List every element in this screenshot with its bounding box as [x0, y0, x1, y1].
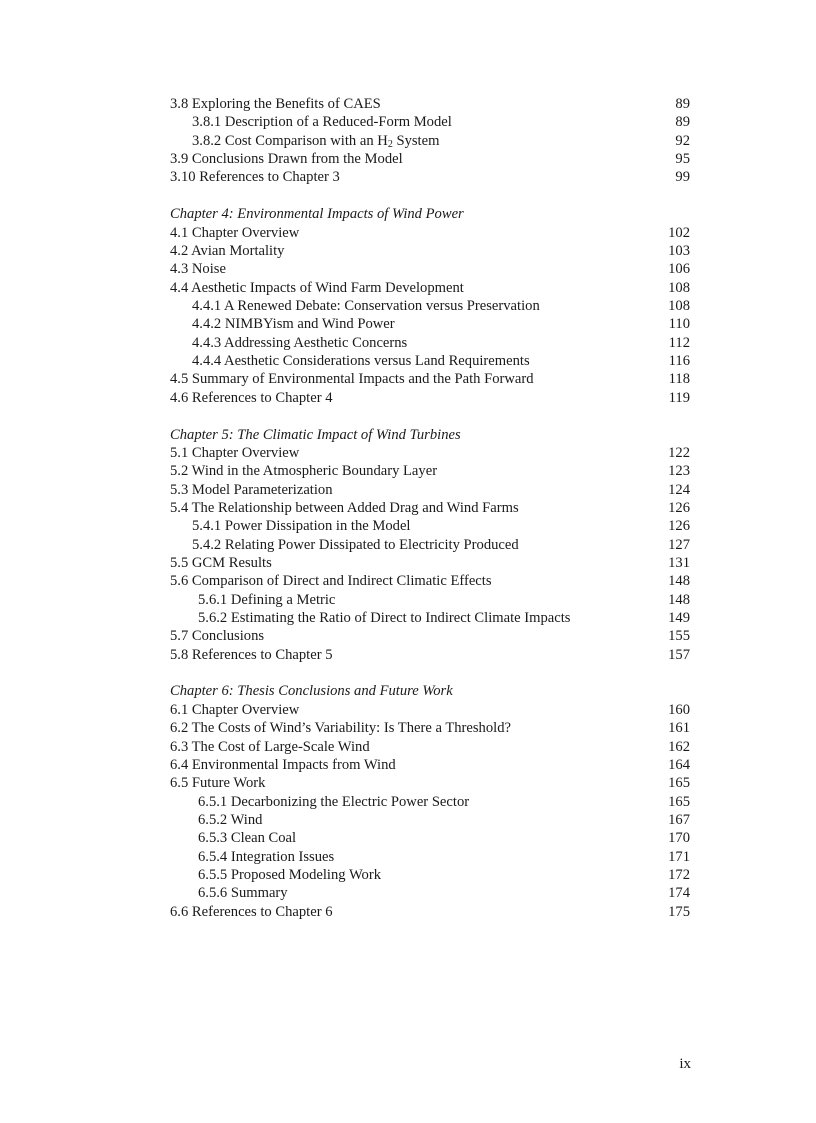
toc-entry-3-10[interactable] — [170, 168, 690, 186]
toc-entry-title: 5.4 The Relationship between Added Drag and Wind Farms — [170, 499, 519, 516]
toc-entry-title: 5.1 Chapter Overview — [170, 444, 300, 461]
toc-entry-page: 172 — [668, 866, 690, 883]
toc-entry-6-4[interactable] — [170, 756, 690, 774]
toc-entry-6-5-1[interactable] — [170, 793, 690, 811]
toc-entry-5-5[interactable] — [170, 554, 690, 572]
toc-entry-page: 124 — [668, 481, 690, 498]
toc-entry-page: 92 — [675, 132, 690, 149]
toc-entry-page: 149 — [668, 609, 690, 626]
toc-entry-title: 4.4.3 Addressing Aesthetic Concerns — [192, 334, 408, 351]
toc-entry-page: 162 — [668, 738, 690, 755]
toc-entry-title: 4.2 Avian Mortality — [170, 242, 285, 259]
toc-entry-5-3[interactable] — [170, 481, 690, 499]
toc-entry-5-6-2[interactable] — [170, 609, 690, 627]
chapter-6-heading[interactable]: Chapter 6: Thesis Conclusions and Future Work — [170, 683, 453, 700]
toc-entry-5-6-1[interactable] — [170, 591, 690, 609]
toc-entry-5-1[interactable] — [170, 444, 690, 462]
toc-entry-page: 95 — [675, 151, 690, 168]
toc-entry-title: 6.5.3 Clean Coal — [198, 830, 297, 847]
toc-entry-page: 126 — [668, 518, 690, 535]
toc-entry-page: 167 — [668, 811, 690, 828]
toc-entry-page: 89 — [675, 114, 690, 131]
toc-entry-title: 6.3 The Cost of Large-Scale Wind — [170, 738, 370, 755]
toc-entry-4-3[interactable] — [170, 260, 690, 278]
toc-entry-6-3[interactable] — [170, 738, 690, 756]
toc-entry-page: 127 — [668, 536, 690, 553]
toc-entry-5-4-2[interactable] — [170, 536, 690, 554]
toc-entry-title: 6.5.1 Decarbonizing the Electric Power Sector — [198, 793, 470, 810]
toc-entry-page: 108 — [668, 297, 690, 314]
toc-entry-title: 4.4.4 Aesthetic Considerations versus Land Requirements — [192, 352, 530, 369]
toc-entry-5-4-1[interactable] — [170, 517, 690, 535]
toc-entry-page: 148 — [668, 591, 690, 608]
toc-entry-title: 5.6.1 Defining a Metric — [198, 591, 336, 608]
toc-entry-page: 157 — [668, 646, 690, 663]
toc-entry-6-5-5[interactable] — [170, 866, 690, 884]
toc-entry-page: 103 — [668, 242, 690, 259]
toc-entry-page: 116 — [668, 352, 690, 369]
toc-entry-page: 123 — [668, 463, 690, 480]
toc-entry-title: 5.5 GCM Results — [170, 554, 272, 571]
toc-entry-title: 3.8.1 Description of a Reduced-Form Model — [192, 114, 452, 131]
toc-entry-title: 3.8 Exploring the Benefits of CAES — [170, 96, 381, 112]
toc-entry-page: 122 — [668, 444, 690, 461]
toc-entry-title: 5.4.2 Relating Power Dissipated to Electricity Produced — [192, 536, 519, 553]
toc-entry-5-8[interactable] — [170, 646, 690, 664]
toc-entry-page: 164 — [668, 756, 690, 773]
chapter-6-section — [170, 682, 690, 920]
toc-entry-6-5[interactable] — [170, 774, 690, 792]
toc-entry-4-6[interactable] — [170, 389, 690, 407]
chapter-5-section — [170, 426, 690, 664]
toc-entry-title: 6.2 The Costs of Wind’s Variability: Is There a Threshold? — [170, 720, 511, 737]
toc-entry-4-4[interactable] — [170, 279, 690, 297]
toc-entry-6-5-4[interactable] — [170, 848, 690, 866]
chapter-3-continuation — [170, 95, 690, 187]
toc-entry-page: 171 — [668, 848, 690, 865]
toc-entry-4-4-3[interactable] — [170, 334, 690, 352]
toc-entry-3-8-1[interactable] — [170, 113, 690, 131]
toc-entry-5-7[interactable] — [170, 627, 690, 645]
toc-entry-title: 4.6 References to Chapter 4 — [170, 389, 333, 406]
toc-entry-title: 6.5 Future Work — [170, 775, 266, 792]
toc-entry-title: 6.5.5 Proposed Modeling Work — [198, 866, 381, 883]
toc-entry-page: 112 — [668, 334, 690, 351]
toc-entry-page: 110 — [668, 316, 690, 333]
toc-entry-page: 160 — [668, 701, 690, 718]
toc-entry-3-8[interactable] — [170, 95, 690, 113]
toc-entry-title: 5.6 Comparison of Direct and Indirect Climatic Effects — [170, 573, 492, 590]
toc-entry-5-4[interactable] — [170, 499, 690, 517]
toc-entry-page: 165 — [668, 793, 690, 810]
toc-entry-title: 5.7 Conclusions — [170, 628, 265, 645]
toc-entry-title: 4.5 Summary of Environmental Impacts and the Path Forward — [170, 371, 534, 388]
toc-entry-title: 5.2 Wind in the Atmospheric Boundary Layer — [170, 463, 438, 480]
toc-entry-6-2[interactable] — [170, 719, 690, 737]
toc-entry-title: 4.4.1 A Renewed Debate: Conservation versus Preservation — [192, 297, 540, 314]
toc-entry-4-1[interactable] — [170, 224, 690, 242]
toc-entry-title: 6.5.6 Summary — [198, 885, 288, 902]
toc-entry-page: 106 — [668, 261, 690, 278]
toc-entry-title: 5.4.1 Power Dissipation in the Model — [192, 518, 411, 535]
toc-entry-title: 5.8 References to Chapter 5 — [170, 646, 333, 663]
toc-entry-title: 3.9 Conclusions Drawn from the Model — [170, 151, 403, 168]
toc-entry-page: 170 — [668, 830, 690, 847]
toc-entry-4-5[interactable] — [170, 370, 690, 388]
toc-entry-4-4-1[interactable] — [170, 297, 690, 315]
chapter-5-heading[interactable]: Chapter 5: The Climatic Impact of Wind Turbines — [170, 426, 461, 443]
toc-entry-title: 6.1 Chapter Overview — [170, 701, 300, 718]
toc-entry-page: 174 — [668, 885, 690, 902]
toc-entry-6-5-3[interactable] — [170, 829, 690, 847]
toc-entry-title: 4.4 Aesthetic Impacts of Wind Farm Development — [170, 279, 464, 296]
subscript-2: 2 — [387, 138, 393, 150]
toc-entry-page: 118 — [668, 371, 690, 388]
toc-entry-page: 161 — [668, 720, 690, 737]
toc-entry-6-5-6[interactable] — [170, 884, 690, 902]
toc-entry-title: 6.5.4 Integration Issues — [198, 848, 335, 865]
toc-entry-page: 165 — [668, 775, 690, 792]
toc-entry-4-4-4[interactable] — [170, 352, 690, 370]
toc-entry-4-4-2[interactable] — [170, 315, 690, 333]
toc-entry-title: 6.5.2 Wind — [198, 811, 263, 828]
toc-entry-title — [170, 132, 439, 150]
toc-entry-3-9[interactable] — [170, 150, 690, 168]
table-of-contents — [170, 95, 690, 939]
toc-entry-page: 102 — [668, 224, 690, 241]
toc-entry-page: 99 — [675, 169, 690, 186]
toc-entry-6-5-2[interactable] — [170, 811, 690, 829]
toc-entry-title-prefix: 3.8.2 Cost Comparison with an H — [192, 132, 388, 149]
toc-entry-5-6[interactable] — [170, 572, 690, 590]
page-number: ix — [679, 1056, 691, 1072]
toc-entry-5-2[interactable] — [170, 462, 690, 480]
toc-entry-title-suffix: System — [392, 132, 440, 149]
toc-entry-title: 4.4.2 NIMBYism and Wind Power — [192, 316, 395, 333]
toc-entry-page: 89 — [675, 96, 690, 112]
toc-entry-title: 3.10 References to Chapter 3 — [170, 169, 340, 186]
chapter-4-section — [170, 205, 690, 407]
toc-entry-page: 148 — [668, 573, 690, 590]
toc-entry-page: 131 — [668, 554, 690, 571]
toc-entry-6-1[interactable] — [170, 701, 690, 719]
toc-entry-page: 108 — [668, 279, 690, 296]
toc-entry-4-2[interactable] — [170, 242, 690, 260]
toc-entry-title: 5.6.2 Estimating the Ratio of Direct to Indirect Climate Impacts — [198, 609, 571, 626]
toc-entry-title: 4.3 Noise — [170, 261, 226, 278]
toc-entry-page: 175 — [668, 903, 690, 920]
toc-entry-title: 6.4 Environmental Impacts from Wind — [170, 756, 396, 773]
toc-entry-page: 119 — [668, 389, 690, 406]
toc-entry-6-6[interactable] — [170, 903, 690, 921]
toc-entry-title: 6.6 References to Chapter 6 — [170, 903, 333, 920]
toc-entry-title: 4.1 Chapter Overview — [170, 224, 300, 241]
toc-entry-3-8-2[interactable] — [170, 132, 690, 150]
chapter-4-heading[interactable]: Chapter 4: Environmental Impacts of Wind Power — [170, 206, 464, 223]
toc-entry-page: 126 — [668, 499, 690, 516]
toc-entry-title: 5.3 Model Parameterization — [170, 481, 333, 498]
toc-entry-page: 155 — [668, 628, 690, 645]
